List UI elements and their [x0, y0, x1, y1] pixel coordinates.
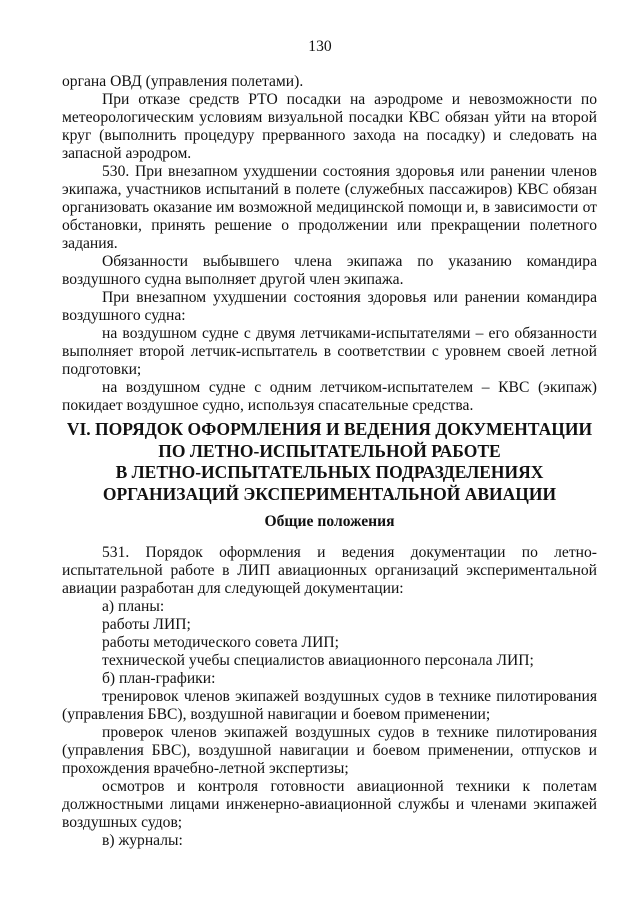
paragraph: При отказе средств РТО посадки на аэродроме и невозможности по метеорологическим условиям визуальной посадки КВС обязан уйти на второй круг (выполнить процедуру прерванного захода на посадку) и следовать на запасной аэродром.	[62, 91, 597, 162]
list-item: технической учебы специалистов авиационного персонала ЛИП;	[102, 652, 534, 669]
list-item: тренировок членов экипажей воздушных судов в технике пилотирования (управления БВС), воздушной навигации и боевом применении;	[62, 688, 597, 723]
paragraph: Обязанности выбывшего члена экипажа по указанию командира воздушного судна выполняет другой член экипажа.	[62, 253, 597, 288]
paragraph: на воздушном судне с двумя летчиками-испытателями – его обязанности выполняет второй летчик-испытатель в соответствии с уровнем своей летной подготовки;	[62, 325, 597, 378]
list-heading: б) план-графики:	[102, 670, 216, 687]
page-number: 130	[308, 38, 332, 55]
section-heading-line: VI. ПОРЯДОК ОФОРМЛЕНИЯ И ВЕДЕНИЯ ДОКУМЕНТАЦИИ	[66, 419, 593, 439]
section-heading	[62, 419, 597, 505]
paragraph: 530. При внезапном ухудшении состояния здоровья или ранении членов экипажа, участников испытаний в полете (служебных пассажиров) КВС обязан организовать оказание им возможной медицинской помощи и, в зависимости от обстановки, принять решение о продолжении или прекращении полетного задания.	[62, 163, 597, 252]
section-heading-line: ОРГАНИЗАЦИЙ ЭКСПЕРИМЕНТАЛЬНОЙ АВИАЦИИ	[102, 483, 557, 504]
list-item: осмотров и контроля готовности авиационной техники к полетам должностными лицами инженерно-авиационной службы и членами экипажей воздушных судов;	[62, 778, 597, 831]
subheading: Общие положения	[264, 513, 395, 530]
text-block-bottom	[62, 544, 597, 850]
paragraph: органа ОВД (управления полетами).	[62, 73, 304, 90]
paragraph: 531. Порядок оформления и ведения документации по летно-испытательной работе в ЛИП авиационных организаций экспериментальной авиации разработан для следующей документации:	[62, 544, 597, 597]
list-heading: в) журналы:	[102, 832, 183, 849]
list-item: проверок членов экипажей воздушных судов в технике пилотирования (управления БВС), воздушной навигации и боевом применении, отпусков и прохождения врачебно-летной экспертизы;	[62, 724, 597, 777]
paragraph: При внезапном ухудшении состояния здоровья или ранении командира воздушного судна:	[62, 289, 597, 324]
section-heading-line: В ЛЕТНО-ИСПЫТАТЕЛЬНЫХ ПОДРАЗДЕЛЕНИЯХ	[115, 462, 544, 482]
text-block-top	[62, 73, 597, 415]
section-heading-line: ПО ЛЕТНО-ИСПЫТАТЕЛЬНОЙ РАБОТЕ	[158, 440, 501, 461]
paragraph: на воздушном судне с одним летчиком-испытателем – КВС (экипаж) покидает воздушное судно, используя спасательные средства.	[62, 379, 597, 414]
list-item: работы методического совета ЛИП;	[102, 634, 339, 651]
list-heading: а) планы:	[102, 598, 165, 615]
list-item: работы ЛИП;	[102, 616, 191, 633]
